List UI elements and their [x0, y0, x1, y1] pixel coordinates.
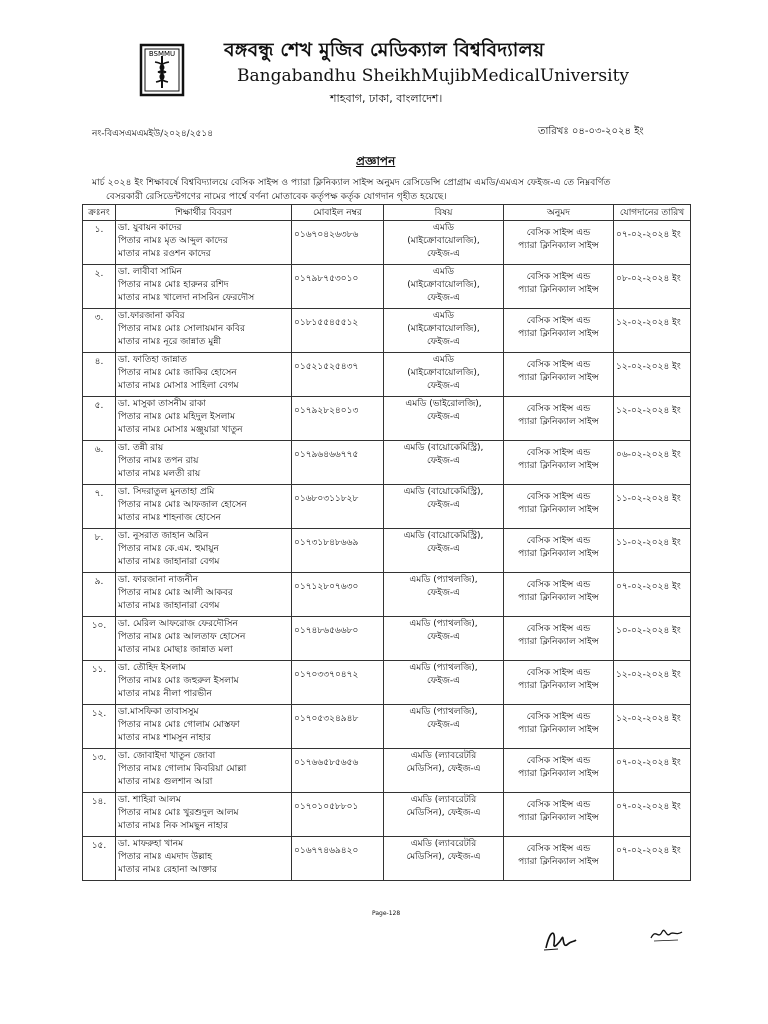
subject-cell	[384, 661, 504, 705]
document-title: প্রজ্ঞাপন	[356, 154, 396, 168]
serial-cell: ১৫.	[83, 837, 116, 881]
student-name: ডা. তন্নী রায়	[118, 443, 164, 453]
subject-line-1: এমডি (ল্যাবরেটরি	[410, 751, 477, 761]
affiliation-line-1: বেসিক সাইন্স এন্ড	[526, 800, 591, 810]
subject-line-1: এমডি (প্যাথলজি),	[409, 619, 478, 629]
father-name: পিতার নামঃ এমদাদ উল্লাহ	[118, 852, 213, 862]
subject-line-2: ফেইজ-এ	[426, 456, 461, 466]
student-name: ডা. নুসরাত জাহান অরিন	[118, 531, 209, 541]
student-name: ডা. জোবাইদা খাতুন জোবা	[118, 751, 216, 761]
subject-line-2: মেডিসিন), ফেইজ-এ	[406, 764, 481, 774]
subject-cell	[384, 793, 504, 837]
joining-date-cell: ১২-০২-২০২৪ ইং	[614, 353, 691, 397]
table-row	[83, 309, 691, 353]
father-name: পিতার নামঃ মৃত আব্দুল কাদের	[118, 236, 228, 246]
subject-line-1: এমডি (ল্যাবরেটরি	[410, 839, 477, 849]
joining-date-cell: ১২-০২-২০২৪ ইং	[614, 309, 691, 353]
university-name-en: Bangabandhu SheikhMujibMedicalUniversity	[237, 66, 630, 86]
student-name: ডা.মাসফিকা তাবাসসুম	[118, 707, 199, 717]
table-row	[83, 573, 691, 617]
mobile-cell: ০১৭০৩৩৭০৪৭২	[292, 661, 384, 705]
mobile-cell: ০১৭৩১৮৪৮৬৬৯	[292, 529, 384, 573]
joining-date-cell: ০৭-০২-২০২৪ ইং	[614, 837, 691, 881]
affiliation-cell	[504, 441, 614, 485]
header-affiliation: অনুমদ	[504, 205, 614, 221]
affiliation-cell	[504, 485, 614, 529]
student-info-cell	[116, 309, 292, 353]
serial-cell: ৯.	[83, 573, 116, 617]
affiliation-line-1: বেসিক সাইন্স এন্ড	[526, 404, 591, 414]
affiliation-line-2: প্যারা ক্লিনিক্যাল সাইন্স	[518, 285, 599, 295]
student-info-cell	[116, 221, 292, 265]
subject-line-2: ফেইজ-এ	[426, 500, 461, 510]
affiliation-line-2: প্যারা ক্লিনিক্যাল সাইন্স	[518, 769, 599, 779]
student-info-cell	[116, 353, 292, 397]
affiliation-line-2: প্যারা ক্লিনিক্যাল সাইন্স	[518, 241, 599, 251]
mobile-cell: ০১৬৭৭৪৬৯৪২০	[292, 837, 384, 881]
student-info-cell	[116, 617, 292, 661]
father-name: পিতার নামঃ মোঃ সোলায়মান কবির	[118, 324, 245, 334]
affiliation-line-2: প্যারা ক্লিনিক্যাল সাইন্স	[518, 725, 599, 735]
mother-name: মাতার নামঃ রওশন কাদের	[118, 249, 211, 259]
issue-date: তারিখঃ ০৪-০৩-২০২৪ ইং	[538, 126, 644, 137]
subject-line-1: এমডি	[432, 311, 455, 321]
table-row	[83, 441, 691, 485]
father-name: পিতার নামঃ মোঃ খুরশুদুল আলম	[118, 808, 239, 818]
affiliation-line-1: বেসিক সাইন্স এন্ড	[526, 624, 591, 634]
subject-line-2: (মাইক্রোবায়োলজি),	[407, 324, 480, 334]
subject-cell	[384, 353, 504, 397]
serial-cell: ৪.	[83, 353, 116, 397]
subject-line-1: এমডি (বায়োকেমিস্ট্রি),	[403, 487, 484, 497]
intro-line-1: মার্চ ২০২৪ ইং শিক্ষাবর্ষে বিশ্ববিদ্যালয়ে বেসিক সাইন্স ও প্যারা ক্লিনিক্যাল সাইন্স অনুমদ রেসিডেন্সি প্রোগ্রাম এমডি/এমএস ফেইজ-এ তে নিম্নবর্ণিত	[92, 177, 611, 188]
serial-cell: ১০.	[83, 617, 116, 661]
serial-cell: ১৩.	[83, 749, 116, 793]
mobile-cell: ০১৭০৫৩২৪৯৪৮	[292, 705, 384, 749]
subject-line-2: ফেইজ-এ	[426, 720, 461, 730]
intro-paragraph	[92, 176, 690, 204]
student-name: ডা.ফারজানা কবির	[118, 311, 185, 321]
university-name-bn: বঙ্গবন্ধু শেখ মুজিব মেডিক্যাল বিশ্ববিদ্যালয়	[224, 39, 545, 61]
table-row	[83, 837, 691, 881]
father-name: পিতার নামঃ মোঃ হারুনর রশিদ	[118, 280, 229, 290]
affiliation-line-1: বেসিক সাইন্স এন্ড	[526, 756, 591, 766]
table-row	[83, 397, 691, 441]
mother-name: মাতার নামঃ জাহানারা বেগম	[118, 601, 220, 611]
table-row	[83, 221, 691, 265]
subject-cell	[384, 397, 504, 441]
mother-name: মাতার নামঃ নিক সামছুন নাহার	[118, 821, 229, 831]
student-info-cell	[116, 661, 292, 705]
signature-2-icon	[648, 924, 686, 944]
affiliation-line-1: বেসিক সাইন্স এন্ড	[526, 448, 591, 458]
residents-table	[82, 204, 691, 881]
subject-line-3: ফেইজ-এ	[426, 293, 461, 303]
mother-name: মাতার নামঃ মলতী রায়	[118, 469, 201, 479]
student-name: ডা. লাবীবা সামিন	[118, 267, 182, 277]
affiliation-cell	[504, 661, 614, 705]
affiliation-cell	[504, 573, 614, 617]
subject-line-2: ফেইজ-এ	[426, 588, 461, 598]
affiliation-line-2: প্যারা ক্লিনিক্যাল সাইন্স	[518, 329, 599, 339]
father-name: পিতার নামঃ গোলাম কিবরিয়া মোল্লা	[118, 764, 247, 774]
student-name: ডা. ফাতিহা জান্নাত	[118, 355, 187, 365]
father-name: পিতার নামঃ মোঃ মহিদুল ইসলাম	[118, 412, 235, 422]
affiliation-line-1: বেসিক সাইন্স এন্ড	[526, 360, 591, 370]
serial-cell: ২.	[83, 265, 116, 309]
mobile-cell: ০১৮১৫৫৪৫৫১২	[292, 309, 384, 353]
subject-line-1: এমডি (বায়োকেমিস্ট্রি),	[403, 531, 484, 541]
affiliation-line-1: বেসিক সাইন্স এন্ড	[526, 228, 591, 238]
student-info-cell	[116, 793, 292, 837]
mobile-cell: ০১৭৬৬৫৮৫৬৫৬	[292, 749, 384, 793]
joining-date-cell: ১০-০২-২০২৪ ইং	[614, 617, 691, 661]
affiliation-line-2: প্যারা ক্লিনিক্যাল সাইন্স	[518, 505, 599, 515]
subject-cell	[384, 529, 504, 573]
affiliation-line-2: প্যারা ক্লিনিক্যাল সাইন্স	[518, 417, 599, 427]
svg-text:BSMMU: BSMMU	[148, 50, 176, 58]
joining-date-cell: ০৮-০২-২০২৪ ইং	[614, 265, 691, 309]
mother-name: মাতার নামঃ নূরে জান্নাত মুন্নী	[118, 337, 221, 347]
subject-line-2: মেডিসিন), ফেইজ-এ	[406, 808, 481, 818]
affiliation-line-2: প্যারা ক্লিনিক্যাল সাইন্স	[518, 461, 599, 471]
serial-cell: ৩.	[83, 309, 116, 353]
subject-line-1: এমডি	[432, 267, 455, 277]
subject-line-2: মেডিসিন), ফেইজ-এ	[406, 852, 481, 862]
subject-line-2: ফেইজ-এ	[426, 412, 461, 422]
subject-line-2: ফেইজ-এ	[426, 632, 461, 642]
affiliation-cell	[504, 221, 614, 265]
affiliation-cell	[504, 749, 614, 793]
father-name: পিতার নামঃ মোঃ আফজাল হোসেন	[118, 500, 247, 510]
subject-line-2: ফেইজ-এ	[426, 544, 461, 554]
mother-name: মাতার নামঃ মোসাঃ সাহিলা বেগম	[118, 381, 239, 391]
affiliation-line-2: প্যারা ক্লিনিক্যাল সাইন্স	[518, 637, 599, 647]
intro-line-2: বেসরকারী রেসিডেন্টগণের নামের পার্শ্বে বর্ণনা মোতাবেক কর্তৃপক্ষ কর্তৃক যোগদান গৃহীত হয়েছে।	[106, 191, 447, 202]
mobile-cell: ০১৬৮০৩১১৮২৮	[292, 485, 384, 529]
subject-cell	[384, 749, 504, 793]
subject-line-2: (মাইক্রোবায়োলজি),	[407, 368, 480, 378]
mother-name: মাতার নামঃ নীলা পারভীন	[118, 689, 212, 699]
mobile-cell: ০১৭০১০৫৮৮০১	[292, 793, 384, 837]
mobile-cell: ০১৭১২৮০৭৬৩০	[292, 573, 384, 617]
joining-date-cell: ১২-০২-২০২৪ ইং	[614, 397, 691, 441]
mother-name: মাতার নামঃ শাহনাজ হোসেন	[118, 513, 221, 523]
serial-cell: ৮.	[83, 529, 116, 573]
student-info-cell	[116, 705, 292, 749]
joining-date-cell: ০৭-০২-২০২৪ ইং	[614, 793, 691, 837]
student-name: ডা. মেরিল আফরোজ ফেরদৌসিন	[118, 619, 238, 629]
affiliation-cell	[504, 397, 614, 441]
joining-date-cell: ১২-০২-২০২৪ ইং	[614, 661, 691, 705]
table-header-row	[83, 205, 691, 221]
header-subject: বিষয়	[384, 205, 504, 221]
subject-cell	[384, 265, 504, 309]
affiliation-line-2: প্যারা ক্লিনিক্যাল সাইন্স	[518, 373, 599, 383]
father-name: পিতার নামঃ কে.এম. হুমায়ুন	[118, 544, 219, 554]
student-info-cell	[116, 397, 292, 441]
affiliation-line-2: প্যারা ক্লিনিক্যাল সাইন্স	[518, 681, 599, 691]
mother-name: মাতার নামঃ শামসুন নাহার	[118, 733, 211, 743]
affiliation-cell	[504, 309, 614, 353]
serial-cell: ১.	[83, 221, 116, 265]
joining-date-cell: ১২-০২-২০২৪ ইং	[614, 705, 691, 749]
student-info-cell	[116, 573, 292, 617]
serial-cell: ১২.	[83, 705, 116, 749]
serial-cell: ১৪.	[83, 793, 116, 837]
affiliation-line-1: বেসিক সাইন্স এন্ড	[526, 272, 591, 282]
subject-cell	[384, 485, 504, 529]
subject-line-1: এমডি	[432, 223, 455, 233]
subject-cell	[384, 837, 504, 881]
affiliation-line-1: বেসিক সাইন্স এন্ড	[526, 844, 591, 854]
subject-line-3: ফেইজ-এ	[426, 381, 461, 391]
student-info-cell	[116, 837, 292, 881]
header-mobile: মোবাইল নম্বর	[292, 205, 384, 221]
student-name: ডা. সিদরাতুল মুনতাহা প্রমি	[118, 487, 215, 497]
affiliation-cell	[504, 353, 614, 397]
table-row	[83, 529, 691, 573]
subject-line-2: ফেইজ-এ	[426, 676, 461, 686]
affiliation-cell	[504, 837, 614, 881]
subject-cell	[384, 573, 504, 617]
affiliation-line-2: প্যারা ক্লিনিক্যাল সাইন্স	[518, 593, 599, 603]
student-name: ডা. মাফরুহা খানম	[118, 839, 184, 849]
student-name: ডা. শাহিরা আলম	[118, 795, 181, 805]
subject-cell	[384, 309, 504, 353]
student-info-cell	[116, 749, 292, 793]
student-name: ডা. যুবায়ন কাদের	[118, 223, 182, 233]
father-name: পিতার নামঃ মোঃ জাকির হোসেন	[118, 368, 237, 378]
student-info-cell	[116, 529, 292, 573]
student-name: ডা. মাসুকা তাসনীম রাকা	[118, 399, 206, 409]
table-row	[83, 793, 691, 837]
affiliation-line-1: বেসিক সাইন্স এন্ড	[526, 536, 591, 546]
mobile-cell: ০১৭৯৮৭৫৩০১০	[292, 265, 384, 309]
affiliation-line-1: বেসিক সাইন্স এন্ড	[526, 316, 591, 326]
mother-name: মাতার নামঃ জাহানারা বেগম	[118, 557, 220, 567]
memo-number: নং-বিএসএমএমইউ/২০২৪/২৫১৪	[92, 129, 214, 139]
father-name: পিতার নামঃ মোঃ জহুরুল ইসলাম	[118, 676, 239, 686]
student-info-cell	[116, 441, 292, 485]
affiliation-cell	[504, 617, 614, 661]
table-row	[83, 265, 691, 309]
student-name: ডা. ফারজানা নাজনীন	[118, 575, 198, 585]
joining-date-cell: ১১-০২-২০২৪ ইং	[614, 485, 691, 529]
affiliation-line-1: বেসিক সাইন্স এন্ড	[526, 668, 591, 678]
affiliation-cell	[504, 265, 614, 309]
header-student-info: শিক্ষার্থীর বিবরণ	[116, 205, 292, 221]
subject-line-1: এমডি (বায়োকেমিস্ট্রি),	[403, 443, 484, 453]
table-row	[83, 705, 691, 749]
subject-line-2: (মাইক্রোবায়োলজি),	[407, 236, 480, 246]
university-address: শাহবাগ, ঢাকা, বাংলাদেশ।	[330, 92, 443, 105]
mobile-cell: ০১৭৯২৮২৪০১৩	[292, 397, 384, 441]
student-info-cell	[116, 265, 292, 309]
subject-line-1: এমডি (প্যাথলজি),	[409, 663, 478, 673]
serial-cell: ৭.	[83, 485, 116, 529]
mobile-cell: ০১৭৪৮৬৫৬৬৮০	[292, 617, 384, 661]
mobile-cell: ০১৬৭০৪২৬৩৮৬	[292, 221, 384, 265]
affiliation-line-1: বেসিক সাইন্স এন্ড	[526, 712, 591, 722]
affiliation-line-2: প্যারা ক্লিনিক্যাল সাইন্স	[518, 857, 599, 867]
subject-line-1: এমডি (প্যাথলজি),	[409, 575, 478, 585]
table-row	[83, 617, 691, 661]
header-serial: ক্রঃনং	[83, 205, 116, 221]
affiliation-line-2: প্যারা ক্লিনিক্যাল সাইন্স	[518, 549, 599, 559]
mobile-cell: ০১৭৯৬৪৬৬৭৭৫	[292, 441, 384, 485]
joining-date-cell: ০৭-০২-২০২৪ ইং	[614, 573, 691, 617]
page-number: Page-128	[372, 910, 401, 917]
subject-line-3: ফেইজ-এ	[426, 337, 461, 347]
subject-line-1: এমডি (ভাইরোলজি),	[405, 399, 482, 409]
table-row	[83, 485, 691, 529]
subject-line-3: ফেইজ-এ	[426, 249, 461, 259]
table-row	[83, 661, 691, 705]
subject-cell	[384, 441, 504, 485]
table-row	[83, 749, 691, 793]
serial-cell: ৬.	[83, 441, 116, 485]
father-name: পিতার নামঃ তপন রায়	[118, 456, 199, 466]
subject-line-2: (মাইক্রোবায়োলজি),	[407, 280, 480, 290]
father-name: পিতার নামঃ মোঃ গোলাম মোস্তফা	[118, 720, 240, 730]
subject-line-1: এমডি (ল্যাবরেটরি	[410, 795, 477, 805]
subject-line-1: এমডি	[432, 355, 455, 365]
mother-name: মাতার নামঃ রেহানা আক্তার	[118, 865, 218, 875]
joining-date-cell: ০৭-০২-২০২৪ ইং	[614, 749, 691, 793]
mother-name: মাতার নামঃ মোছাঃ জান্নাত মলা	[118, 645, 233, 655]
father-name: পিতার নামঃ মোঃ আলতাফ হোসেন	[118, 632, 246, 642]
affiliation-line-2: প্যারা ক্লিনিক্যাল সাইন্স	[518, 813, 599, 823]
student-name: ডা. তৌহিদ ইসলাম	[118, 663, 186, 673]
student-info-cell	[116, 485, 292, 529]
affiliation-line-1: বেসিক সাইন্স এন্ড	[526, 492, 591, 502]
affiliation-line-1: বেসিক সাইন্স এন্ড	[526, 580, 591, 590]
header-joining-date: যোগদানের তারিখ	[614, 205, 691, 221]
father-name: পিতার নামঃ মোঃ আলী আকবর	[118, 588, 233, 598]
joining-date-cell: ১১-০২-২০২৪ ইং	[614, 529, 691, 573]
affiliation-cell	[504, 529, 614, 573]
serial-cell: ৫.	[83, 397, 116, 441]
joining-date-cell: ০৭-০২-২০২৪ ইং	[614, 221, 691, 265]
serial-cell: ১১.	[83, 661, 116, 705]
signature-1-icon	[540, 924, 580, 954]
mother-name: মাতার নামঃ মোসাঃ মঞ্জুয়ারা খাতুন	[118, 425, 243, 435]
mother-name: মাতার নামঃ গুলশান আরা	[118, 777, 213, 787]
university-logo-icon	[138, 42, 186, 98]
affiliation-cell	[504, 793, 614, 837]
affiliation-cell	[504, 705, 614, 749]
subject-cell	[384, 221, 504, 265]
joining-date-cell: ০৬-০২-২০২৪ ইং	[614, 441, 691, 485]
table-row	[83, 353, 691, 397]
mother-name: মাতার নামঃ খালেদা নাসরিন ফেরদৌস	[118, 293, 255, 303]
subject-cell	[384, 705, 504, 749]
subject-cell	[384, 617, 504, 661]
subject-line-1: এমডি (প্যাথলজি),	[409, 707, 478, 717]
mobile-cell: ০১৫২১৫২৫৪৩৭	[292, 353, 384, 397]
